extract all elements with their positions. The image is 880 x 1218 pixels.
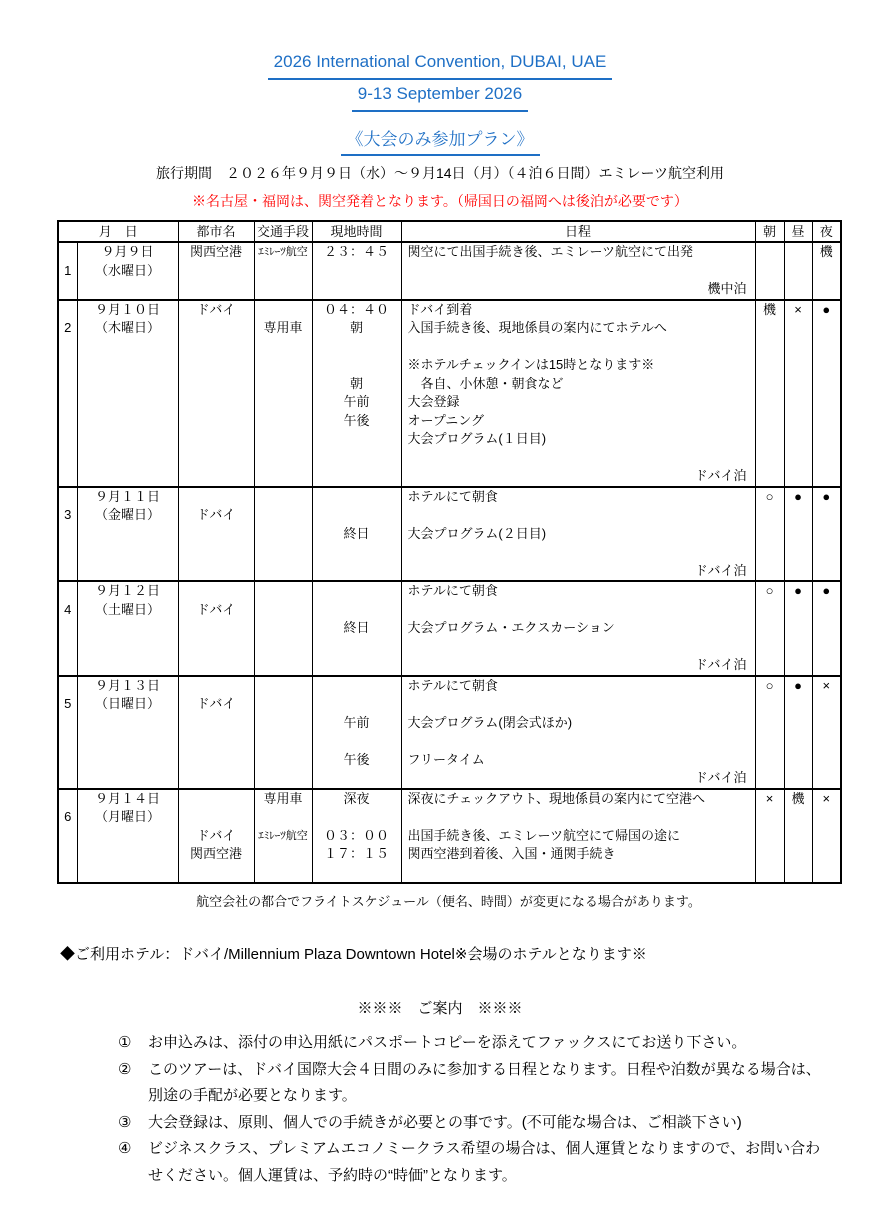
schedule-cell: ホテルにて朝食 大会プログラム・エクスカーション ドバイ泊 [401, 581, 755, 676]
guide-heading: ※※※ ご案内 ※※※ [357, 1000, 523, 1017]
local-time-cell: 終日 [312, 487, 401, 582]
table-row [58, 300, 841, 487]
flight-change-footnote: 航空会社の都合でフライトスケジュール（便名、時間）が変更になる場合があります。 [196, 894, 701, 909]
breakfast-cell [755, 242, 784, 300]
city-cell: 関西空港 [178, 242, 254, 300]
local-time-cell: 深夜 ０３：００ １７：１５ [312, 789, 401, 884]
lunch-cell: 機 [784, 789, 812, 884]
date-cell: ９月１４日 （月曜日） [77, 789, 178, 884]
lunch-cell [784, 242, 812, 300]
col-header-transport: 交通手段 [254, 221, 312, 242]
guide-item-marker: ② [118, 1060, 132, 1078]
guide-item [118, 1057, 824, 1110]
schedule-cell: ホテルにて朝食 大会プログラム(２日目) ドバイ泊 [401, 487, 755, 582]
date-cell: ９月１３日 （日曜日） [77, 676, 178, 789]
breakfast-cell: ○ [755, 676, 784, 789]
city-cell: ドバイ [178, 487, 254, 582]
breakfast-cell: × [755, 789, 784, 884]
schedule-cell: ドバイ到着 入国手続き後、現地係員の案内にてホテルへ ※ホテルチェックインは15時となります※ 各自、小休憩・朝食など 大会登録 オープニング 大会プログラム(１日目) ドバイ泊 [401, 300, 755, 487]
guide-item [118, 1110, 824, 1137]
guide-item-marker: ④ [118, 1140, 132, 1157]
col-header-breakfast: 朝 [755, 221, 784, 242]
day-number-cell: 4 [58, 581, 77, 676]
transport-cell [254, 581, 312, 676]
title-block [0, 0, 880, 211]
dinner-cell: × [812, 789, 841, 884]
itinerary-table [57, 220, 842, 884]
table-row [58, 242, 841, 300]
date-cell: ９月１２日 （土曜日） [77, 581, 178, 676]
convention-dates: 9-13 September 2026 [352, 80, 528, 112]
local-time-cell: ２３：４５ [312, 242, 401, 300]
guide-item-text: お申込みは、添付の申込用紙にパスポートコピーを添えてファックスにてお送り下さい。 [148, 1034, 747, 1051]
guide-item [118, 1136, 824, 1189]
col-header-lunch: 昼 [784, 221, 812, 242]
travel-period: 旅行期間 ２０２６年９月９日（水）～９月14日（月）（４泊６日間）エミレーツ航空利用 [155, 165, 724, 181]
day-number-cell: 5 [58, 676, 77, 789]
transport-cell [254, 487, 312, 582]
day-number-cell: 2 [58, 300, 77, 487]
breakfast-cell: ○ [755, 487, 784, 582]
breakfast-cell: ○ [755, 581, 784, 676]
table-row [58, 487, 841, 582]
local-time-cell: 終日 [312, 581, 401, 676]
dinner-cell: × [812, 676, 841, 789]
city-cell: ドバイ [178, 581, 254, 676]
guide-item-marker: ① [118, 1034, 132, 1051]
dinner-cell: ● [812, 300, 841, 487]
convention-title: 2026 International Convention, DUBAI, UAE [268, 48, 613, 80]
col-header-city: 都市名 [178, 221, 254, 242]
schedule-cell: ホテルにて朝食 大会プログラム(閉会式ほか) フリータイム ドバイ泊 [401, 676, 755, 789]
transport-cell: 専用車 [254, 300, 312, 487]
dinner-cell: 機 [812, 242, 841, 300]
guide-item-text: ビジネスクラス、プレミアムエコノミークラス希望の場合は、個人運賃となりますので、お問い合わせください。個人運賃は、予約時の“時価”となります。 [148, 1140, 821, 1184]
transport-cell: ｴﾐﾚｰﾂ航空 [254, 242, 312, 300]
lunch-cell: ● [784, 487, 812, 582]
date-cell: ９月１０日 （木曜日） [77, 300, 178, 487]
plan-title: 《大会のみ参加プラン》 [341, 128, 540, 156]
breakfast-cell: 機 [755, 300, 784, 487]
lunch-cell: ● [784, 676, 812, 789]
guide-item-text: このツアーは、ドバイ国際大会４日間のみに参加する日程となります。日程や泊数が異なる場合は、別途の手配が必要となります。 [148, 1060, 821, 1104]
city-cell: ドバイ 関西空港 [178, 789, 254, 884]
local-time-cell: 午前 午後 [312, 676, 401, 789]
lunch-cell: × [784, 300, 812, 487]
col-header-local-time: 現地時間 [312, 221, 401, 242]
hotel-line: ◆ご利用ホテル：ドバイ/Millennium Plaza Downtown Hotel※会場のホテルとなります※ [60, 946, 647, 963]
convention-title-row [0, 48, 880, 80]
city-cell: ドバイ [178, 300, 254, 487]
col-header-dinner: 夜 [812, 221, 841, 242]
schedule-cell: 関空にて出国手続き後、エミレーツ航空にて出発 機中泊 [401, 242, 755, 300]
day-number-cell: 6 [58, 789, 77, 884]
departure-warning: ※名古屋・福岡は、関空発着となります。（帰国日の福岡へは後泊が必要です） [192, 193, 688, 209]
table-row [58, 581, 841, 676]
dinner-cell: ● [812, 487, 841, 582]
dinner-cell: ● [812, 581, 841, 676]
city-cell: ドバイ [178, 676, 254, 789]
table-header-row [58, 221, 841, 242]
local-time-cell: ０４：４０ 朝 朝 午前 午後 [312, 300, 401, 487]
schedule-cell: 深夜にチェックアウト、現地係員の案内にて空港へ 出国手続き後、エミレーツ航空にて帰国の途に 関西空港到着後、入国・通関手続き [401, 789, 755, 884]
table-row [58, 789, 841, 884]
table-row [58, 676, 841, 789]
guide-item-text: 大会登録は、原則、個人での手続きが必要との事です。(不可能な場合は、ご相談下さい) [148, 1113, 742, 1131]
day-number-cell: 3 [58, 487, 77, 582]
date-cell: ９月９日 （水曜日） [77, 242, 178, 300]
day-number-cell: 1 [58, 242, 77, 300]
date-cell: ９月１１日 （金曜日） [77, 487, 178, 582]
transport-cell: 専用車 ｴﾐﾚｰﾂ航空 [254, 789, 312, 884]
convention-dates-row [0, 80, 880, 112]
col-header-date: 月 日 [58, 221, 178, 242]
guide-item-marker: ③ [118, 1113, 132, 1131]
lunch-cell: ● [784, 581, 812, 676]
col-header-schedule: 日程 [401, 221, 755, 242]
transport-cell [254, 676, 312, 789]
guide-item [118, 1030, 824, 1057]
plan-title-row [0, 128, 880, 156]
guide-list [118, 1030, 824, 1189]
